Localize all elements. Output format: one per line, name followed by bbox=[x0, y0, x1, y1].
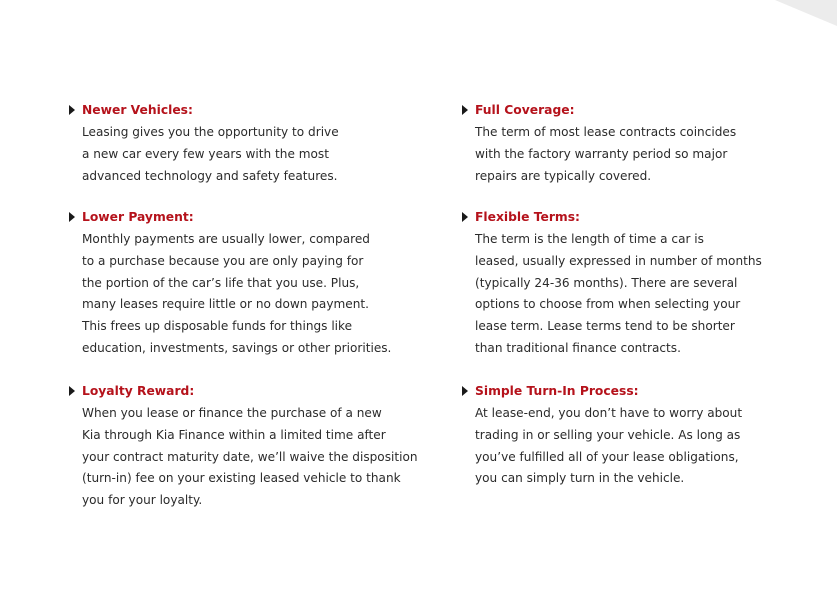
benefit-title: Newer Vehicles: bbox=[82, 103, 193, 117]
benefit-simple-turn-in bbox=[459, 383, 742, 490]
benefit-description: Monthly payments are usually lower, compared to a purchase because you are only paying for the portion of the car’s life that you use. Plus, many leases require little or no down payment. This frees up disposable funds for things like education, investments, savings or other priorities. bbox=[82, 232, 392, 355]
benefit-title: Lower Payment: bbox=[82, 210, 194, 224]
benefit-newer-vehicles bbox=[66, 102, 339, 187]
benefit-flexible-terms bbox=[459, 209, 762, 360]
benefit-title: Loyalty Reward: bbox=[82, 384, 195, 398]
bullet-arrow-icon bbox=[69, 386, 75, 396]
benefit-description: The term of most lease contracts coincides with the factory warranty period so major repairs are typically covered. bbox=[475, 125, 737, 183]
corner-decoration bbox=[775, 0, 837, 26]
bullet-arrow-icon bbox=[462, 386, 468, 396]
benefit-description: When you lease or finance the purchase of a new Kia through Kia Finance within a limited time after your contract maturity date, we’ll waive the disposition (turn-in) fee on your existing leased vehicle to thank you for your loyalty. bbox=[82, 406, 418, 508]
bullet-arrow-icon bbox=[462, 212, 468, 222]
benefit-description: Leasing gives you the opportunity to drive a new car every few years with the most advanced technology and safety features. bbox=[82, 125, 339, 183]
benefit-title: Simple Turn-In Process: bbox=[475, 384, 639, 398]
bullet-arrow-icon bbox=[69, 105, 75, 115]
benefit-title: Full Coverage: bbox=[475, 103, 575, 117]
benefit-title: Flexible Terms: bbox=[475, 210, 580, 224]
benefit-description: The term is the length of time a car is leased, usually expressed in number of months (typically 24-36 months). There are several options to choose from when selecting your lease term. Lease terms tend to be shorter than traditional finance contracts. bbox=[475, 232, 762, 355]
benefit-description: At lease-end, you don’t have to worry about trading in or selling your vehicle. As long as you’ve fulfilled all of your lease obligations, you can simply turn in the vehicle. bbox=[475, 406, 743, 486]
benefit-lower-payment bbox=[66, 209, 391, 360]
benefit-full-coverage bbox=[459, 102, 736, 187]
bullet-arrow-icon bbox=[69, 212, 75, 222]
benefit-loyalty-reward bbox=[66, 383, 418, 512]
bullet-arrow-icon bbox=[462, 105, 468, 115]
